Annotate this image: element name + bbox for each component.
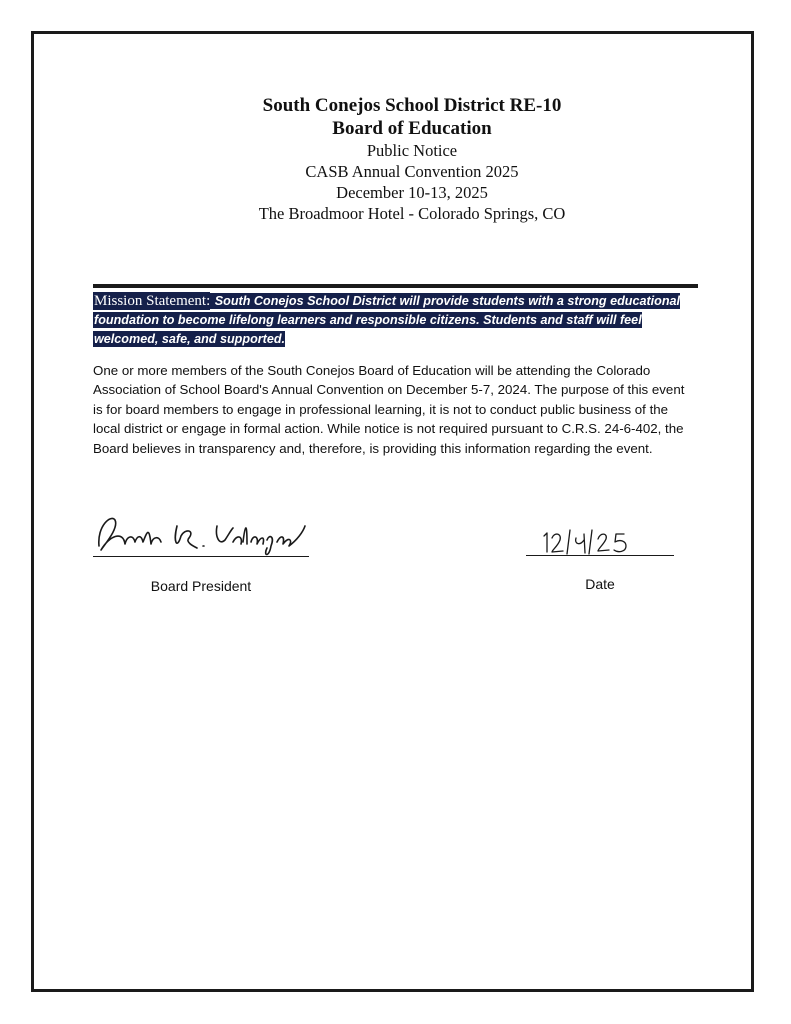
date-line	[526, 555, 674, 556]
event-name: CASB Annual Convention 2025	[305, 162, 519, 181]
notice-type: Public Notice	[366, 141, 458, 160]
notice-header	[60, 94, 764, 224]
handwritten-date-image	[530, 526, 650, 556]
mission-text-content: South Conejos School District will provide students with a strong educational foundation to become lifelong learners and responsible citizens. Students and staff will feel welcomed, safe, and supported.	[94, 294, 681, 346]
section-divider	[93, 284, 698, 288]
district-name: South Conejos School District RE-10	[262, 95, 562, 116]
signature-title: Board President	[150, 578, 252, 594]
signature-line	[93, 556, 309, 557]
event-dates: December 10-13, 2025	[336, 183, 488, 202]
mission-label: Mission Statement:	[94, 293, 211, 309]
board-name: Board of Education	[332, 118, 492, 139]
mission-statement	[93, 292, 693, 349]
date-label: Date	[585, 576, 615, 592]
event-location: The Broadmoor Hotel - Colorado Springs, CO	[258, 204, 566, 223]
notice-paragraph: One or more members of the South Conejos Board of Education will be attending the Colorado Association of School Board's Annual Convention on December 5-7, 2024. The purpose of this event is for board members to engage in professional learning, it is not to conduct public business of the local district or engage in formal action. While notice is not required pursuant to C.R.S. 24-6-402, the Board believes in transparency and, therefore, is providing this information regarding the event.	[93, 363, 685, 456]
signature-image	[93, 506, 313, 561]
